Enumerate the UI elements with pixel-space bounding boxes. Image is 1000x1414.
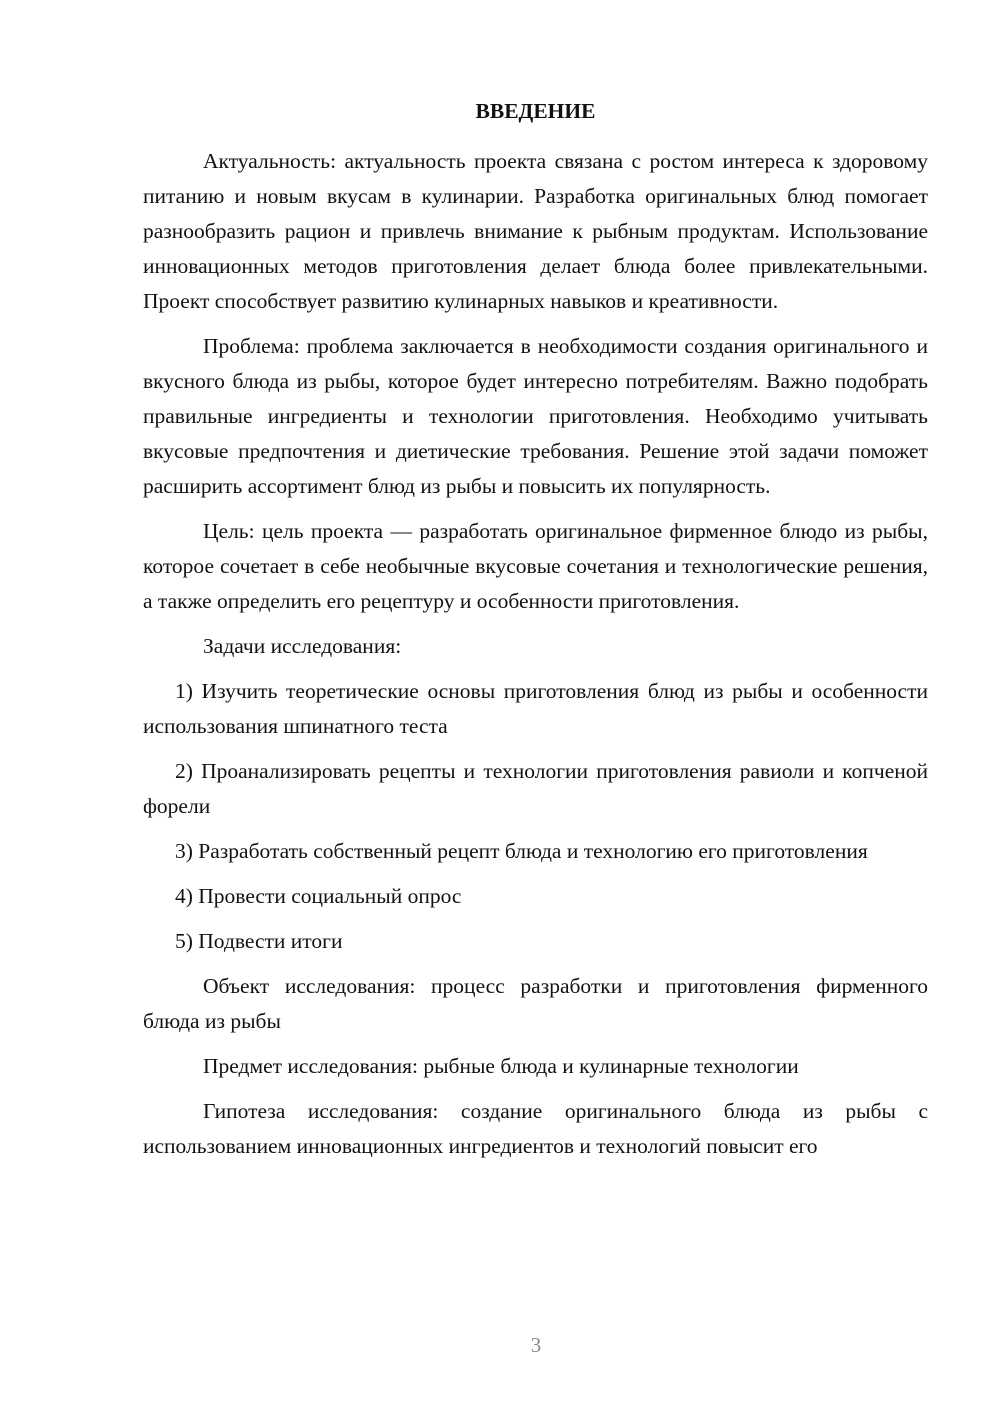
task-item-3: 3) Разработать собственный рецепт блюда и технологию его приготовления xyxy=(175,839,868,863)
page-number: 3 xyxy=(530,1333,542,1357)
problem-paragraph: Проблема: проблема заключается в необходимости создания оригинального и вкусного блюда из рыбы, которое будет интересно потребителям. Важно подобрать правильные ингредиенты и технологии приготовления. Необходимо учитывать вкусовые предпочтения и диетические требования. Решение этой задачи поможет расширить ассортимент блюд из рыбы и повысить их популярность. xyxy=(143,334,928,498)
object-paragraph: Объект исследования: процесс разработки и приготовления фирменного блюда из рыбы xyxy=(143,974,928,1033)
document-body xyxy=(143,94,928,1174)
relevance-paragraph: Актуальность: актуальность проекта связана с ростом интереса к здоровому питанию и новым вкусам в кулинарии. Разработка оригинальных блюд помогает разнообразить рацион и привлечь внимание к рыбным продуктам. Использование инновационных методов приготовления делает блюда более привлекательными. Проект способствует развитию кулинарных навыков и креативности. xyxy=(143,149,928,313)
task-item-2: 2) Проанализировать рецепты и технологии приготовления равиоли и копченой форели xyxy=(143,759,928,818)
section-heading: ВВЕДЕНИЕ xyxy=(475,99,596,123)
goal-paragraph: Цель: цель проекта — разработать оригинальное фирменное блюдо из рыбы, которое сочетает в себе необычные вкусовые сочетания и технологические решения, а также определить его рецептуру и особенности приготовления. xyxy=(143,519,928,613)
task-item-1: 1) Изучить теоретические основы приготовления блюд из рыбы и особенности использования шпинатного теста xyxy=(143,679,928,738)
subject-paragraph: Предмет исследования: рыбные блюда и кулинарные технологии xyxy=(203,1054,799,1078)
task-item-4: 4) Провести социальный опрос xyxy=(175,884,462,908)
hypothesis-paragraph: Гипотеза исследования: создание оригинального блюда из рыбы с использованием инновационных ингредиентов и технологий повысит его xyxy=(143,1099,928,1158)
tasks-heading: Задачи исследования: xyxy=(203,634,402,658)
task-item-5: 5) Подвести итоги xyxy=(175,929,343,953)
